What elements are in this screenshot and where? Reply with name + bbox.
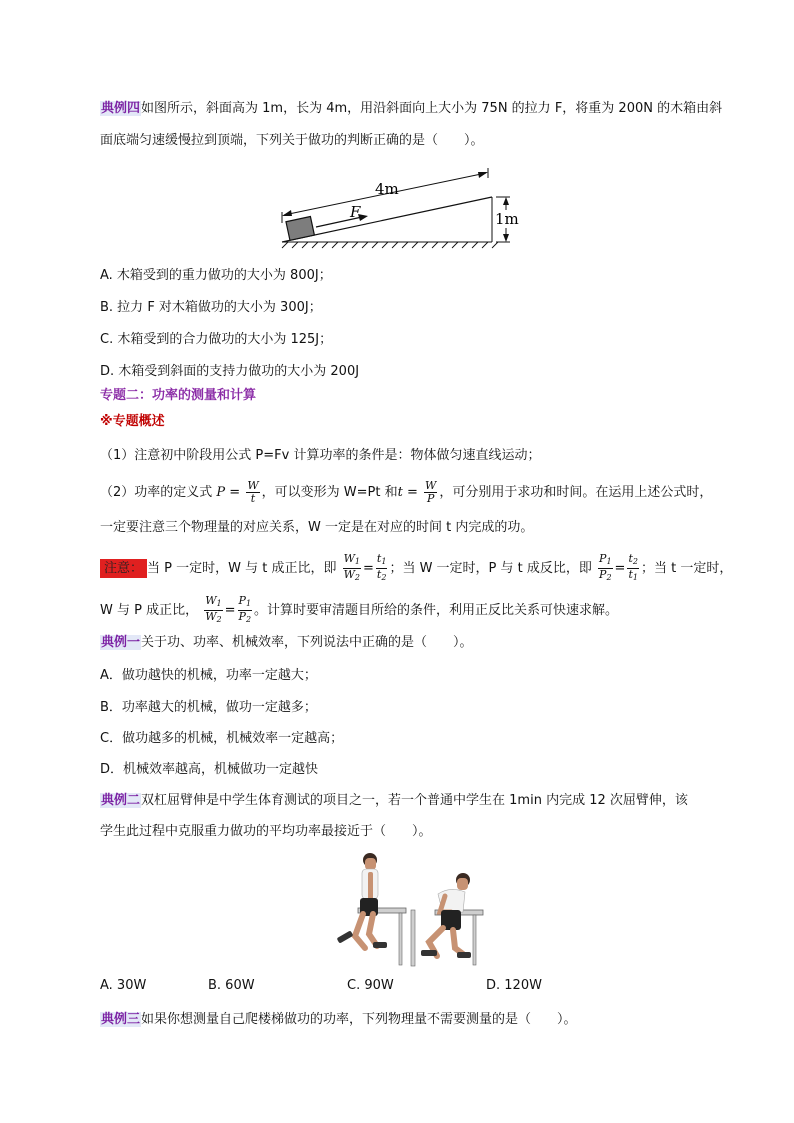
note-line2: W 与 P 成正比， $\frac{W_1}{W_2}$ = $\frac{P_1}{P_2}$ 。计算时要审清题目所给的条件，利用正反比关系可快速求解。 (100, 594, 619, 624)
ex1-option-d: D．机械效率越高，机械做功一定越快 (100, 762, 319, 777)
ex2-option-d: D. 120W (486, 978, 542, 993)
ex1-option-c: C．做功越多的机械，机械效率一定越高； (100, 731, 344, 746)
ex2-stem-line1: 典例二双杠屈臂伸是中学生体育测试的项目之一，若一个普通中学生在 1min 内完成 12 次屈臂伸，该 (101, 793, 688, 808)
ex2-tag: 典例二 (101, 793, 141, 808)
ex2-option-c: C. 90W (347, 978, 394, 993)
note-tag: 注意： (100, 559, 147, 578)
note-line1: 注意： 当 P 一定时，W 与 t 成正比，即 $\frac{W_1}{W_2}$ = $\frac{t_1}{t_2}$ ；当 W 一定时，P 与 t 成反比，即 $\frac{P_1}{P_2}$ = $\frac{t_2}{t_1}$ ；当 t 一定时， (100, 553, 732, 584)
ex4-stem-line1: 典例四如图所示，斜面高为 1m，长为 4m，用沿斜面向上大小为 75N 的拉力 F，将重为 200N 的木箱由斜 (101, 101, 723, 116)
height-label: 1m (495, 210, 519, 228)
ex4-option-b: B. 拉力 F 对木箱做功的大小为 300J； (100, 300, 322, 315)
parallel-bar-dips-illustration (325, 850, 485, 970)
fraction-w-over-p: $\frac{W}{P}$ (425, 479, 437, 505)
length-label: 4m (375, 180, 399, 198)
ex3-tag: 典例三 (101, 1012, 141, 1027)
ex1-option-b: B．功率越大的机械，做功一定越多； (100, 700, 317, 715)
overview-point-1: （1）注意初中阶段用公式 P=Fv 计算功率的条件是：物体做匀速直线运动； (100, 448, 541, 463)
ex2-stem-line2: 学生此过程中克服重力做功的平均功率最接近于（ ）。 (100, 824, 432, 839)
fraction-w-over-t: $\frac{W}{t}$ (247, 479, 259, 505)
ex4-stem-line2: 面底端匀速缓慢拉到顶端，下列关于做功的判断正确的是（ ）。 (100, 133, 484, 148)
ex2-option-b: B. 60W (208, 978, 255, 993)
ex1-stem: 典例一关于功、功率、机械效率，下列说法中正确的是（ ）。 (101, 635, 473, 650)
ex3-stem: 典例三如果你想测量自己爬楼梯做功的功率，下列物理量不需要测量的是（ ）。 (101, 1012, 577, 1027)
ex4-option-c: C. 木箱受到的合力做功的大小为 125J； (100, 332, 333, 347)
ex2-option-a: A. 30W (100, 978, 147, 993)
ex1-tag: 典例一 (101, 635, 141, 650)
ex1-option-a: A．做功越快的机械，功率一定越大； (100, 668, 317, 683)
force-label: F (350, 203, 361, 221)
overview-point-2-cont: 一定要注意三个物理量的对应关系，W 一定是在对应的时间 t 内完成的功。 (100, 520, 534, 535)
ex4-option-a: A. 木箱受到的重力做功的大小为 800J； (100, 268, 332, 283)
overview-heading: ※专题概述 (100, 414, 165, 429)
section-title: 专题二：功率的测量和计算 (100, 388, 257, 403)
incline-figure (278, 160, 528, 252)
ex2-options (100, 978, 600, 998)
overview-point-2: （2）功率的定义式 P = $\frac{W}{t}$ ，可以变形为 W=Pt 和t = $\frac{W}{P}$ ，可分别用于求功和时间。在运用上述公式时， (100, 479, 713, 505)
ex4-tag: 典例四 (101, 101, 141, 116)
ex4-option-d: D. 木箱受到斜面的支持力做功的大小为 200J (100, 364, 360, 379)
